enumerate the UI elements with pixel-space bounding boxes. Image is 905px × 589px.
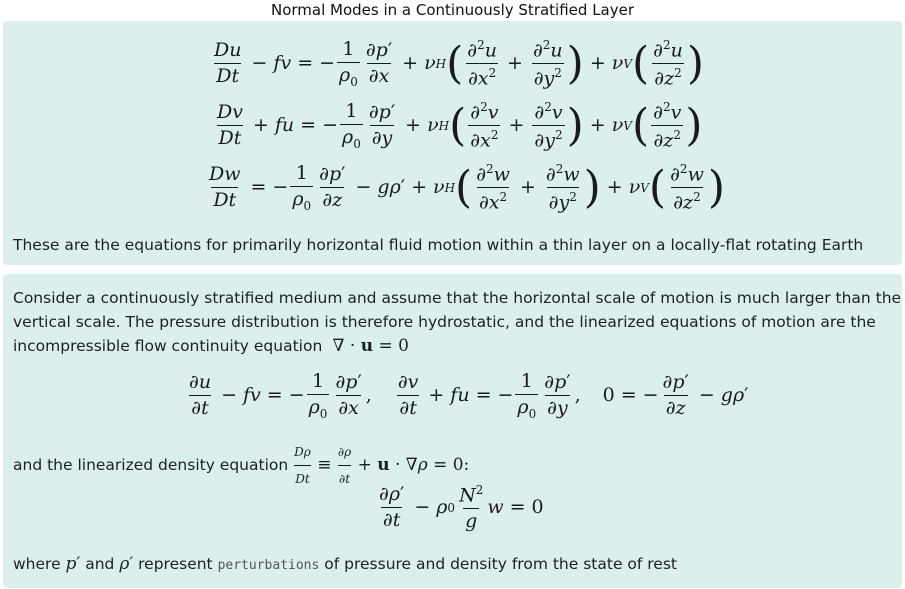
intro-line-2: vertical scale. The pressure distribution is therefore hydrostatic, and the linearized equations of motion are the	[13, 313, 876, 331]
p-prime-symbol: p′	[65, 554, 81, 574]
represent-word: represent	[138, 555, 213, 573]
where-prefix: where	[13, 555, 61, 573]
equation-u: $\frac{Du}{Dt}$ − fv = − $\frac{1}{\rho_0}$ $\frac{\partial p'}{\partial x}$ + ν H ( $\frac{\partial^2u}{\partial x^2}$ + $\frac{\partial^2u}{\partial y^2}$ ) + ν V ( $\frac{\partial^2u}{\partial z^2}$ )	[214, 37, 705, 90]
rho-prime-symbol: ρ′	[119, 554, 134, 574]
and-word: and	[85, 555, 115, 573]
density-equation: $\frac{\partial\rho'}{\partial t}$ − ρ 0 $\frac{N^2}{g}$ w = 0	[379, 483, 544, 533]
intro-line-1: Consider a continuously stratified medium and assume that the horizontal scale of motion is much larger than the	[13, 289, 902, 307]
where-suffix: of pressure and density from the state of rest	[324, 555, 677, 573]
intro-line-3-text: incompressible flow continuity equation	[13, 337, 323, 355]
equations-cell[interactable]	[3, 21, 902, 265]
equation-v: $\frac{Dv}{Dt}$ + fu = − $\frac{1}{\rho_0}$ $\frac{\partial p'}{\partial y}$ + ν H ( $\frac{\partial^2v}{\partial x^2}$ + $\frac{\partial^2v}{\partial y^2}$ ) + ν V ( $\frac{\partial^2v}{\partial z^2}$ )	[217, 99, 703, 152]
linearized-equations: $\frac{\partial u}{\partial t}$ − fv = − $\frac{1}{\rho_0}$ $\frac{\partial p'}{\partial x}$ , $\frac{\partial v}{\partial t}$ + fu = − $\frac{1}{\rho_0}$ $\frac{\partial p'}{\partial y}$ , 0 = − $\frac{\partial p'}{\partial z}$ − gρ ′	[189, 370, 749, 421]
density-text: and the linearized density equation	[13, 456, 289, 474]
intro-line-3	[13, 334, 409, 358]
density-inline-equation: $\frac{D\rho}{Dt}$ ≡ $\frac{\partial\rho}{\partial t}$ + u · ∇ρ = 0:	[293, 455, 469, 475]
page-title: Normal Modes in a Continuously Stratified Layer	[270, 1, 635, 19]
where-line	[13, 552, 677, 578]
continuity-equation: ∇ · u = 0	[327, 336, 409, 356]
equations-caption: These are the equations for primarily horizontal fluid motion within a thin layer on a locally-flat rotating Earth	[13, 236, 864, 254]
perturbations-code[interactable]: perturbations	[217, 558, 320, 573]
equation-w: $\frac{Dw}{Dt}$ = − $\frac{1}{\rho_0}$ $\frac{\partial p'}{\partial z}$ − gρ ′ + ν H ( $\frac{\partial^2w}{\partial x^2}$ + $\frac{\partial^2w}{\partial y^2}$ ) + ν V ( $\frac{\partial^2w}{\partial z^2}$ )	[209, 161, 725, 214]
stratified-medium-cell[interactable]	[3, 274, 902, 588]
